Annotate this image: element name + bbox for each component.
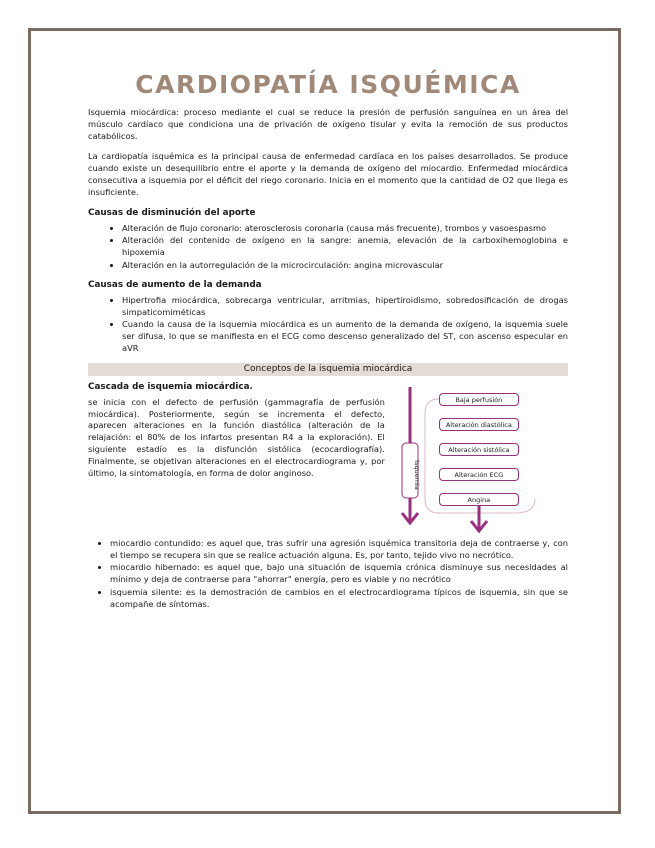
ischemia-cascade-diagram xyxy=(395,383,568,538)
list-item: • miocardio contundido: es aquel que, tras sufrir una agresión isquémica transitoria deja de contraerse y, con el tiempo se recupera sin que se realice actuación alguna. Es, por tanto, tejido vivo no necrótico. xyxy=(110,538,568,562)
cascade-text-column xyxy=(88,397,385,538)
list-item: • Alteración de flujo coronario: aterosclerosis coronaria (causa más frecuente), trombos y vasoespasmo xyxy=(122,223,568,235)
intro-paragraph-2: La cardiopatía isquémica es la principal causa de enfermedad cardíaca en los países desarrollados. Se produce cuando existe un desequilibrio entre el aporte y la demanda de oxígeno del miocardio. Enfermedad miocárdica consecutiva a isquemia por el déficit del riego coronario. Inicia en el momento que la cantidad de O2 que llega es insuficiente. xyxy=(88,151,568,197)
page-title: CARDIOPATÍA ISQUÉMICA xyxy=(135,70,521,99)
list-item: • Alteración del contenido de oxígeno en la sangre: anemia, elevación de la carboxihemoglobina e hipoxemia xyxy=(122,235,568,259)
document-body xyxy=(88,68,568,612)
concepts-section-bar: Conceptos de la isquemia miocárdica xyxy=(88,363,568,376)
diagram-step: Baja perfusión xyxy=(439,393,519,406)
diagram-step: Alteración sistólica xyxy=(439,443,519,456)
list-item: • Alteración en la autorregulación de la microcirculación: angina microvascular xyxy=(122,260,568,272)
list-item: • isquemia silente: es la demostración de cambios en el electrocardiograma típicos de isquemia, sin que se acompañe de síntomas. xyxy=(110,587,568,611)
list-item: • Cuando la causa de la isquemia miocárdica es un aumento de la demanda de oxígeno, la isquemia suele ser difusa, lo que se manifiesta en el ECG como descenso generalizado del ST, con ascenso especular en aVR xyxy=(122,319,568,354)
list-item: • miocardio hibernado: es aquel que, bajo una situación de isquemia crónica disminuye sus necesidades al mínimo y deja de contraerse para "ahorrar" energía, pero es viable y no necrótico xyxy=(110,562,568,586)
cascade-block xyxy=(88,397,568,538)
diagram-step: Alteración diastólica xyxy=(439,418,519,431)
section-heading-demand: Causas de aumento de la demanda xyxy=(88,279,262,290)
diagram-axis-label: Isquemia xyxy=(412,459,421,490)
diagram-step: Angina xyxy=(439,493,519,506)
cascade-paragraph: se inicia con el defecto de perfusión (gammagrafía de perfusión miocárdica). Posteriormente, según se incrementa el defecto, aparecen alteraciones en la función diastólica (alteración de la relajación: el 80% de los infartos presentan R4 a la exploración). El siguiente estadío es la disfunción sistólica (ecocardiografía). Finalmente, se objetivan alteraciones en el electrocardiograma y, por último, la sintomatología, en forma de dolor anginoso. xyxy=(88,396,385,478)
section-heading-supply: Causas de disminución del aporte xyxy=(88,207,256,218)
demand-list xyxy=(88,295,568,355)
list-item: • Hipertrofia miocárdica, sobrecarga ventricular, arritmias, hipertiroidismo, sobredosificación de drogas simpaticomiméticas xyxy=(122,295,568,319)
cascade-heading: Cascada de isquemia miocárdica. xyxy=(88,381,253,392)
diagram-step: Alteración ECG xyxy=(439,468,519,481)
supply-list xyxy=(88,223,568,272)
concepts-list xyxy=(88,538,568,611)
intro-paragraph-1: Isquemia miocárdica: proceso mediante el cual se reduce la presión de perfusión sanguínea en un área del músculo cardíaco que condiciona una de privación de oxígeno tisular y evita la remoción de sus productos catabólicos. xyxy=(88,107,568,141)
